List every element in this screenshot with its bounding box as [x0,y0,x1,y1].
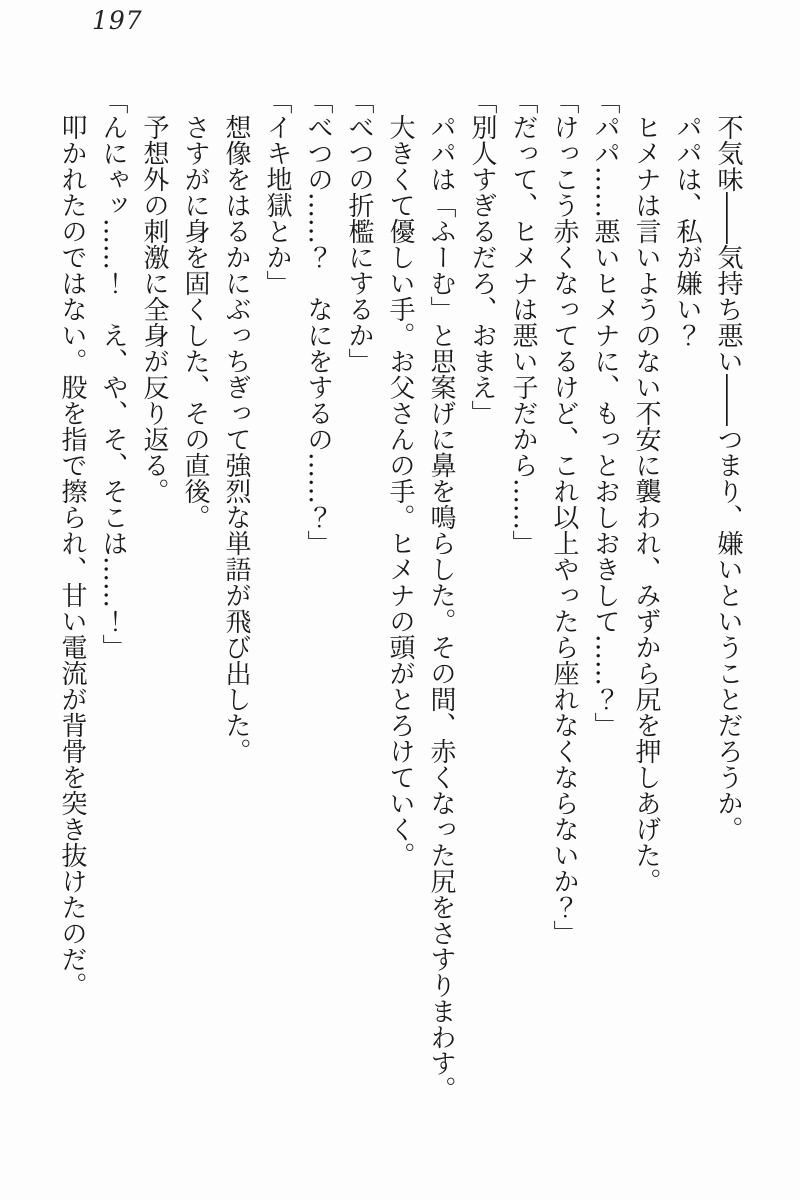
paragraph-line: 「パパ……悪いヒメナに、もっとおしおきして……？」 [590,88,620,738]
paragraph-line: 不気味――気持ち悪い――つまり、嫌いということだろうか。 [713,114,743,842]
paragraph-line: さすがに身を固くした、その直後。 [180,114,210,530]
paragraph-line: 叩かれたのではない。股を指で擦られ、甘い電流が背骨を突き抜けたのだ。 [57,114,87,998]
paragraph-line: 「けっこう赤くなってるけど、これ以上やったら座れなくならないか？」 [549,88,579,946]
paragraph-line: ヒメナは言いようのない不安に襲われ、みずから尻を押しあげた。 [631,114,661,894]
paragraph-line: 予想外の刺激に全身が反り返る。 [139,114,169,504]
paragraph-line: 「別人すぎるだろ、おまえ」 [467,88,497,426]
paragraph-line: 「べつの……？ なにをするの……？」 [303,88,333,556]
paragraph-line: 「イキ地獄とか」 [262,88,292,296]
paragraph-line: 「べつの折檻にするか」 [344,88,374,374]
paragraph-line: パパは、私が嫌い？ [672,114,702,348]
paragraph-line: 想像をはるかにぶっちぎって強烈な単語が飛び出した。 [221,114,251,764]
paragraph-line: 「んにゃッ……！ え、や、そ、そこは……！」 [98,88,128,660]
page-number: 197 [92,6,143,35]
paragraph-line: 大きくて優しい手。お父さんの手。ヒメナの頭がとろけていく。 [385,114,415,868]
vertical-text-block [51,88,748,1138]
paragraph-line: 「だって、ヒメナは悪い子だから……」 [508,88,538,556]
paragraph-line: パパは「ふーむ」と思案げに鼻を鳴らした。その間、赤くなった尻をさすりまわす。 [426,114,456,1102]
